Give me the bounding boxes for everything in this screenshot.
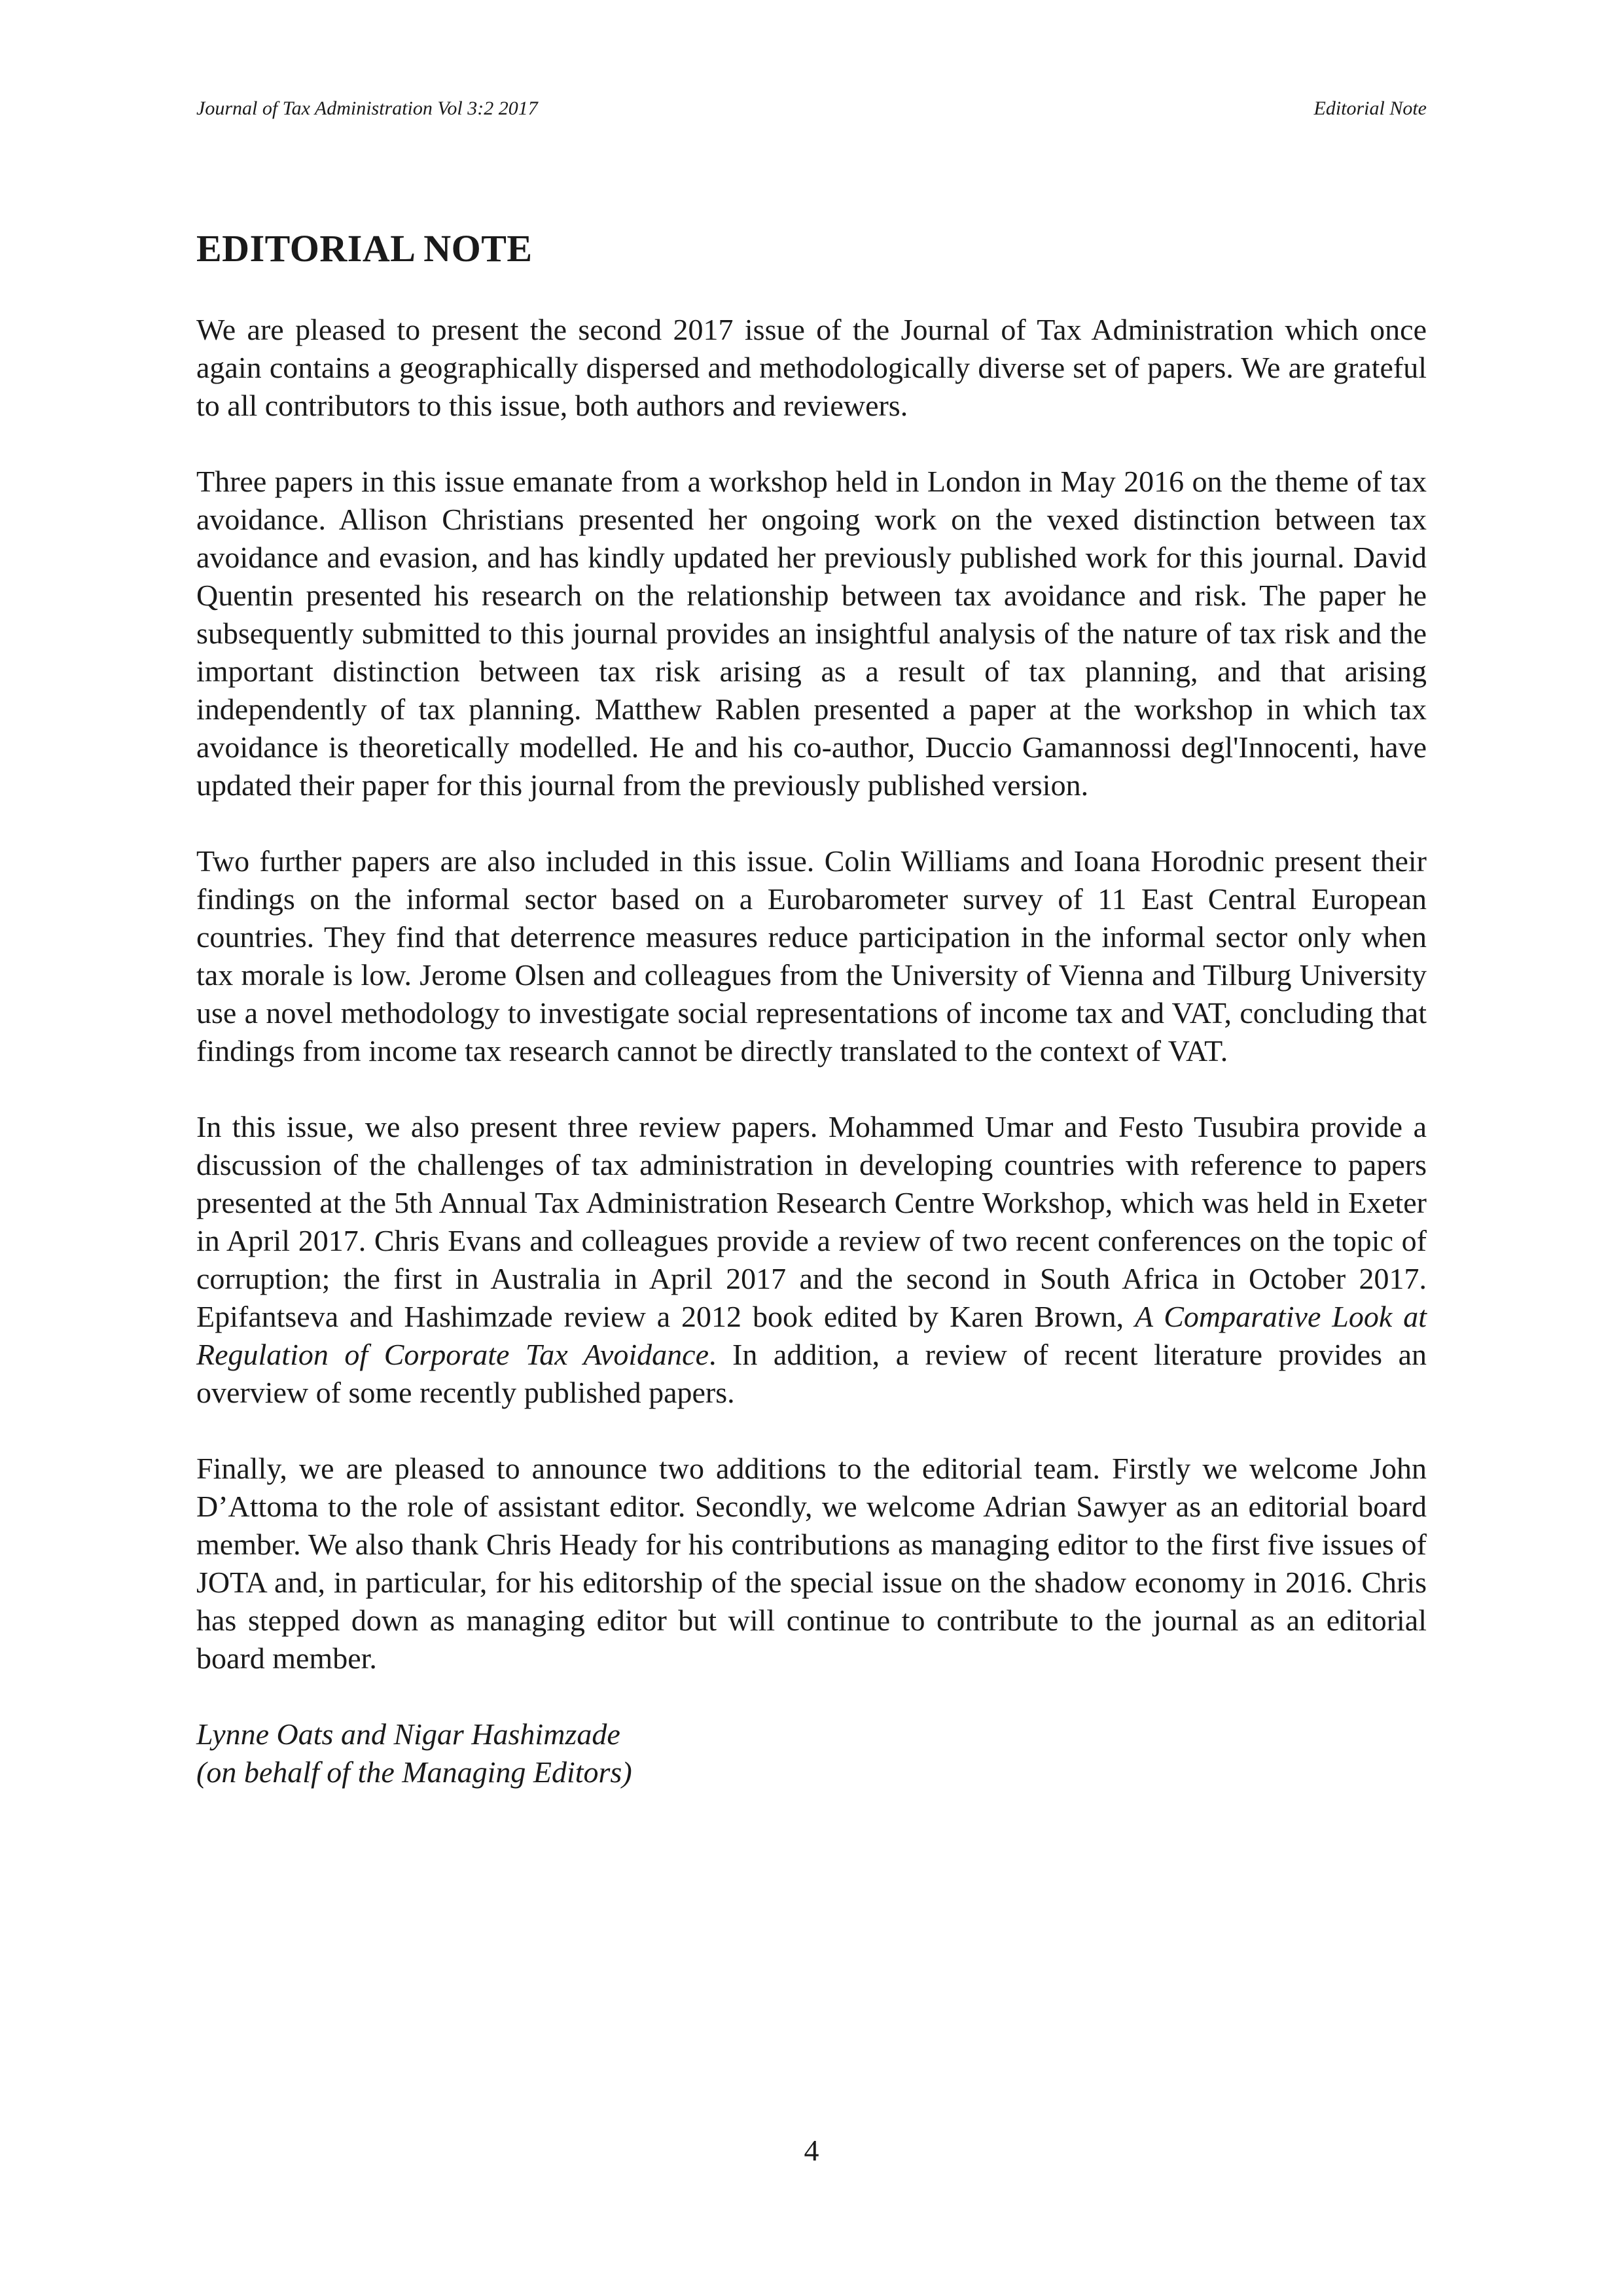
signature-block [196,1715,1427,1791]
signature-names: Lynne Oats and Nigar Hashimzade [196,1717,620,1751]
paragraph-review-papers [196,1108,1427,1412]
page-title: EDITORIAL NOTE [196,227,533,270]
review-text-end: . In addition, a review of recent literature provides an overview of some recently published papers. [196,1338,1427,1409]
paragraph-editorial-team: Finally, we are pleased to announce two additions to the editorial team. Firstly we welcome John D’Attoma to the role of assistant editor. Secondly, we welcome Adrian Sawyer as an editorial board member. We also thank Chris Heady for his contributions as managing editor to the first five issues of JOTA and, in particular, for his editorship of the special issue on the shadow economy in 2016. Chris has stepped down as managing editor but will continue to contribute to the journal as an editorial board member. [196,1452,1427,1675]
signature-role: (on behalf of the Managing Editors) [196,1755,632,1789]
paragraph-further-papers: Two further papers are also included in this issue. Colin Williams and Ioana Horodnic present their findings on the informal sector based on a Eurobarometer survey of 11 East Central European countries. They find that deterrence measures reduce participation in the informal sector only when tax morale is low. Jerome Olsen and colleagues from the University of Vienna and Tilburg University use a novel methodology to investigate social representations of income tax and VAT, concluding that findings from income tax research cannot be directly translated to the context of VAT. [196,844,1427,1067]
paragraph-workshop-papers: Three papers in this issue emanate from a workshop held in London in May 2016 on the theme of tax avoidance. Allison Christians presented her ongoing work on the vexed distinction between tax avoidance and evasion, and has kindly updated her previously published work for this journal. David Quentin presented his research on the relationship between tax avoidance and risk. The paper he subsequently submitted to this journal provides an insightful analysis of the nature of tax risk and the important distinction between tax risk arising as a result of tax planning, and that arising independently of tax planning. Matthew Rablen presented a paper at the workshop in which tax avoidance is theoretically modelled. He and his co-author, Duccio Gamannossi degl'Innocenti, have updated their paper for this journal from the previously published version. [196,465,1427,802]
journal-citation: Journal of Tax Administration Vol 3:2 2017 [196,98,538,119]
paragraph-intro: We are pleased to present the second 2017 issue of the Journal of Tax Administration which once again contains a geographically dispersed and methodologically diverse set of papers. We are grateful to all contributors to this issue, both authors and reviewers. [196,313,1427,422]
page-number: 4 [804,2134,819,2167]
article-body [196,226,1427,1791]
book-title: A Comparative Look at Regulation of Corporate Tax Avoidance [196,1300,1427,1371]
running-header [196,97,1427,120]
review-text-start: In this issue, we also present three review papers. Mohammed Umar and Festo Tusubira provide a discussion of the challenges of tax administration in developing countries with reference to papers presented at the 5th Annual Tax Administration Research Centre Workshop, which was held in Exeter in April 2017. Chris Evans and colleagues provide a review of two recent conferences on the topic of corruption; the first in Australia in April 2017 and the second in South Africa in October 2017. Epifantseva and Hashimzade review a 2012 book edited by Karen Brown, [196,1110,1427,1333]
section-name: Editorial Note [1313,98,1427,119]
